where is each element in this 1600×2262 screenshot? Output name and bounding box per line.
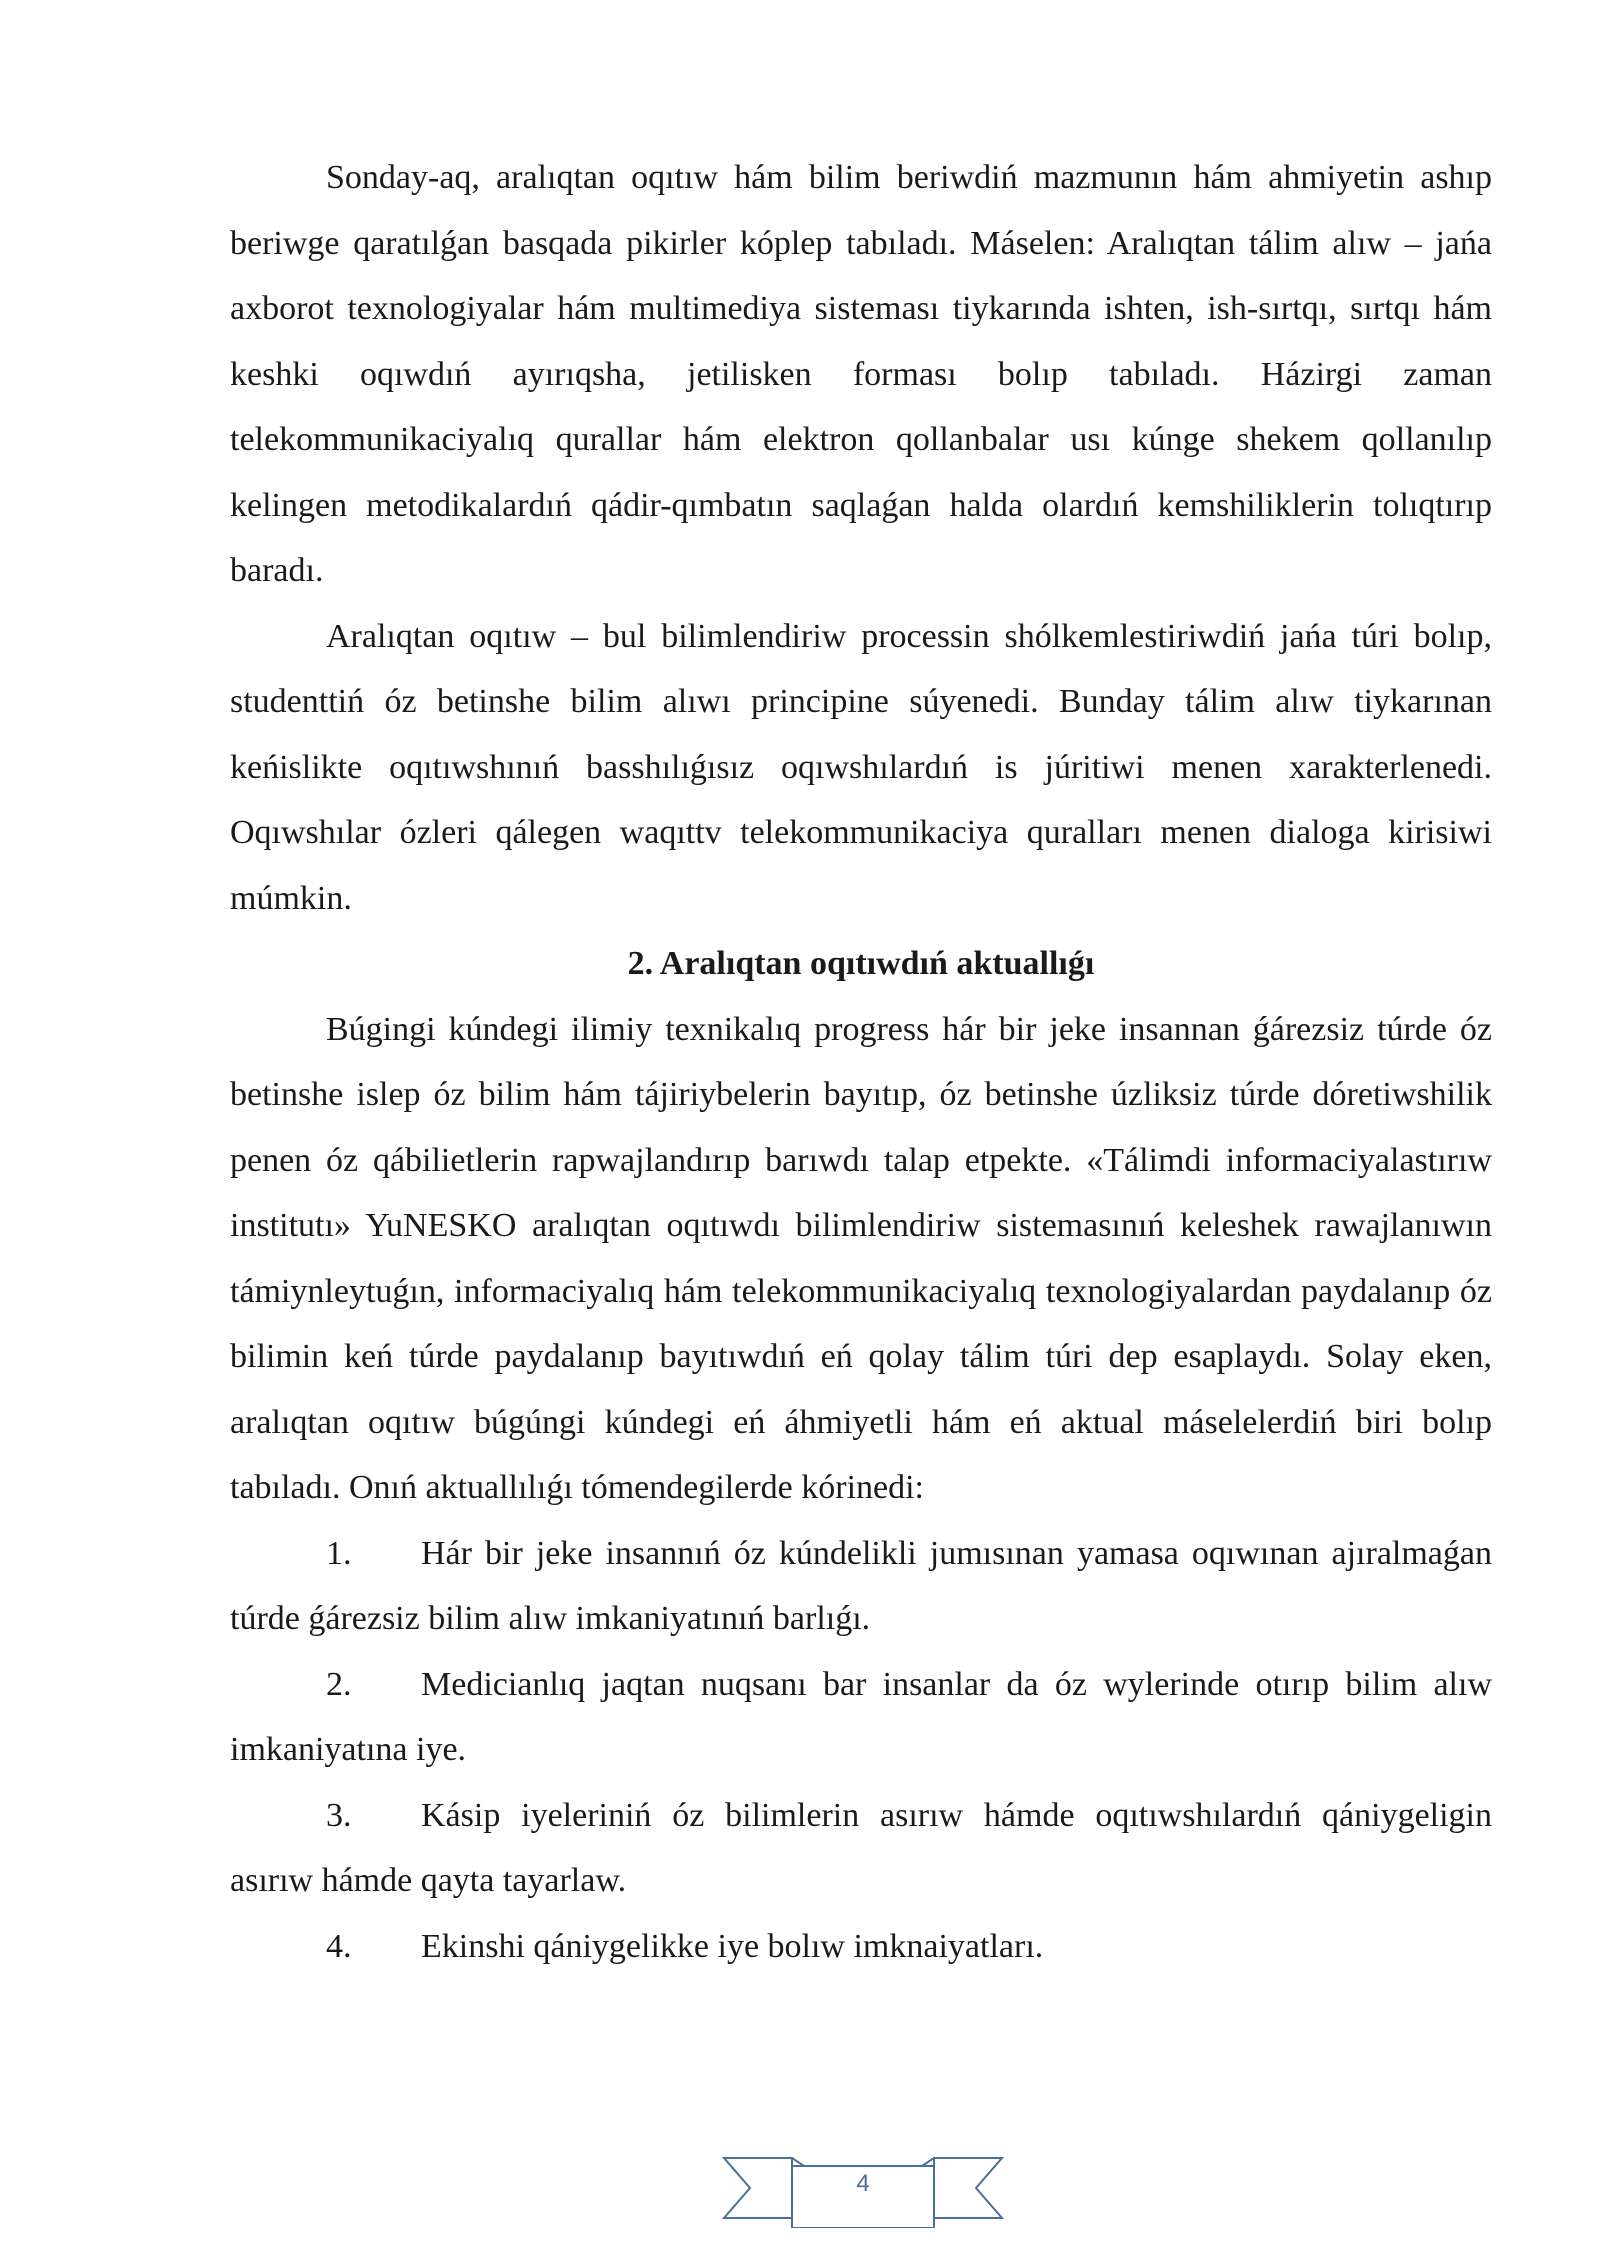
page-footer (722, 2152, 1004, 2228)
list-item (230, 1914, 1492, 1980)
list-text: Ekinshi qániygelikke iye bolıw imknaiyatları. (421, 1927, 1044, 1965)
page-body (230, 145, 1492, 1979)
list-number: 2. (326, 1665, 352, 1703)
list-number: 3. (326, 1796, 352, 1834)
page-number: 4 (856, 2170, 870, 2197)
list-text: Kásip iyeleriniń óz bilimlerin asırıw hámde oqıtıwshılardıń qániygeligin asırıw hámde qayta tayarlaw. (230, 1796, 1492, 1899)
list-text: Hár bir jeke insannıń óz kúndelikli jumısınan yamasa oqıwınan ajıralmaǵan túrde ǵárezsiz bilim alıw imkaniyatınıń barlıǵı. (230, 1534, 1492, 1637)
paragraph: Búgingi kúndegi ilimiy texnikalıq progress hár bir jeke insannan ǵárezsiz túrde óz betinshe islep óz bilim hám tájiriybelerin bayıtıp, óz betinshe úzliksiz túrde dóretiwshilik penen óz qábilietlerin rapwajlandırıp barıwdı talap etpekte. «Tálimdi informaciyalastırıw institutı» YuNESKO aralıqtan oqıtıwdı bilimlendiriw sistemasınıń keleshek rawajlanıwın támiynleytuǵın, informaciyalıq hám telekommunikaciyalıq texnologiyalardan paydalanıp óz bilimin keń túrde paydalanıp bayıtıwdıń eń qolay tálim túri dep esaplaydı. Solay eken, aralıqtan oqıtıw búgúngi kúndegi eń áhmiyetli hám eń aktual máselelerdiń biri bolıp tabıladı. Onıń aktuallılıǵı tómendegilerde kórinedi: (230, 1010, 1492, 1506)
list-text: Medicianlıq jaqtan nuqsanı bar insanlar da óz wylerinde otırıp bilim alıw imkaniyatına iye. (230, 1665, 1492, 1768)
list-number: 4. (326, 1927, 352, 1965)
list-item (230, 1783, 1492, 1914)
paragraph: Sonday-aq, aralıqtan oqıtıw hám bilim beriwdiń mazmunın hám ahmiyetin ashıp beriwge qaratılǵan basqada pikirler kóplep tabıladı. Máselen: Aralıqtan tálim alıw – jańa axborot texnologiyalar hám multimediya sisteması tiykarında ishten, ish-sırtqı, sırtqı hám keshki oqıwdıń ayırıqsha, jetilisken forması bolıp tabıladı. Házirgi zaman telekommunikaciyalıq qurallar hám elektron qollanbalar usı kúnge shekem qollanılıp kelingen metodikalardıń qádir-qımbatın saqlaǵan halda olardıń kemshiliklerin tolıqtırıp baradı. (230, 159, 1492, 589)
list-item (230, 1652, 1492, 1783)
list-item (230, 1521, 1492, 1652)
list-number: 1. (326, 1534, 352, 1572)
section-heading: 2. Aralıqtan oqıtıwdıń aktuallıǵı (627, 945, 1095, 982)
paragraph: Aralıqtan oqıtıw – bul bilimlendiriw processin shólkemlestiriwdiń jańa túri bolıp, studenttiń óz betinshe bilim alıwı principine súyenedi. Bunday tálim alıw tiykarınan keńislikte oqıtıwshınıń basshılıǵısız oqıwshılardıń is júritiwi menen xarakterlenedi. Oqıwshılar ózleri qálegen waqıttv telekommunikaciya quralları menen dialoga kirisiwi múmkin. (230, 617, 1492, 917)
